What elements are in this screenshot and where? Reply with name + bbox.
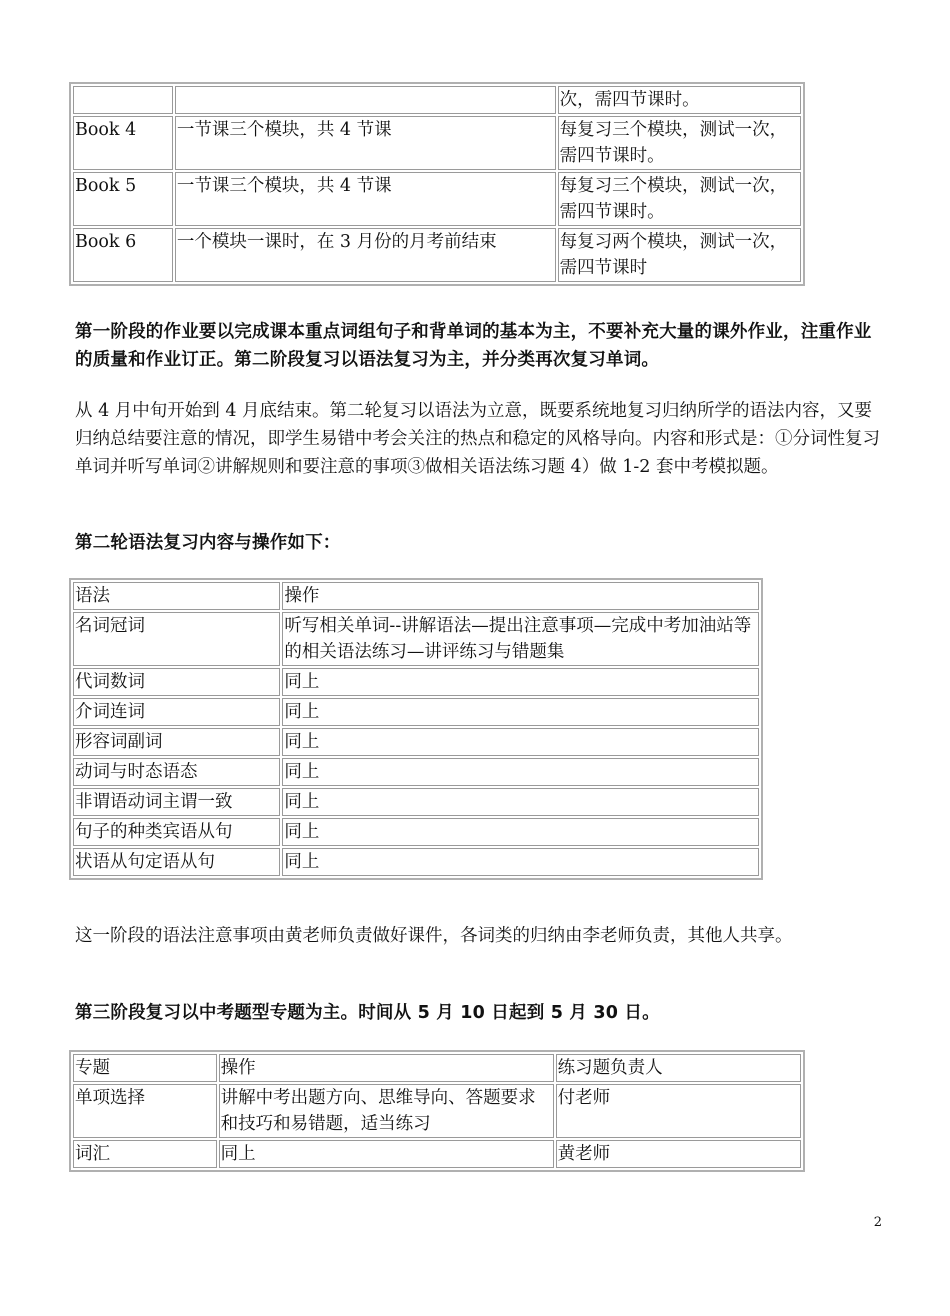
table-row [73, 818, 759, 846]
table-cell: 一节课三个模块，共 4 节课 [175, 172, 556, 226]
table-cell: 同上 [282, 848, 759, 876]
grammar-review-table [69, 578, 763, 880]
table-row [73, 172, 801, 226]
table-cell: 每复习三个模块，测试一次，需四节课时。 [558, 172, 801, 226]
column-header: 操作 [219, 1054, 554, 1082]
table-cell: 词汇 [73, 1140, 217, 1168]
table-row [73, 612, 759, 666]
table-row [73, 228, 801, 282]
page-number: 2 [873, 1215, 882, 1230]
table-cell: 形容词副词 [73, 728, 280, 756]
table-cell: 同上 [282, 728, 759, 756]
stage3-heading: 第三阶段复习以中考题型专题为主。时间从 5 月 10 日起到 5 月 30 日。 [75, 1003, 660, 1023]
table-cell: 同上 [282, 818, 759, 846]
round2-description-paragraph: 从 4 月中旬开始到 4 月底结束。第二轮复习以语法为立意，既要系统地复习归纳所学的语法内容，又要归纳总结要注意的情况，即学生易错中考会关注的热点和稳定的风格导向。内容和形式是：①分词性复习单词并听写单词②讲解规则和要注意的事项③做相关语法练习题 4）做 1-2 套中考模拟题。 [75, 401, 880, 477]
column-header: 语法 [73, 582, 280, 610]
table-cell: 动词与时态语态 [73, 758, 280, 786]
table-row [73, 848, 759, 876]
table-cell: 同上 [219, 1140, 554, 1168]
table-cell: Book 4 [73, 116, 173, 170]
table-cell: 每复习三个模块，测试一次，需四节课时。 [558, 116, 801, 170]
table-cell: 状语从句定语从句 [73, 848, 280, 876]
table-cell: 同上 [282, 758, 759, 786]
column-header: 练习题负责人 [556, 1054, 801, 1082]
table-cell: 单项选择 [73, 1084, 217, 1138]
table-cell: 一个模块一课时，在 3 月份的月考前结束 [175, 228, 556, 282]
table-cell [175, 86, 556, 114]
table-row [73, 788, 759, 816]
grammar-review-heading: 第二轮语法复习内容与操作如下： [75, 533, 341, 553]
table-row [73, 728, 759, 756]
table-header-row [73, 1054, 801, 1082]
table-cell: 同上 [282, 788, 759, 816]
table-cell: 同上 [282, 668, 759, 696]
table-header-row [73, 582, 759, 610]
table-cell: 一节课三个模块，共 4 节课 [175, 116, 556, 170]
table-cell: 每复习两个模块，测试一次，需四节课时 [558, 228, 801, 282]
table-cell [73, 86, 173, 114]
table-cell: 讲解中考出题方向、思维导向、答题要求和技巧和易错题，适当练习 [219, 1084, 554, 1138]
table-cell: 次，需四节课时。 [558, 86, 801, 114]
responsibility-paragraph: 这一阶段的语法注意事项由黄老师负责做好课件，各词类的归纳由李老师负责，其他人共享。 [75, 926, 793, 946]
table-cell: Book 5 [73, 172, 173, 226]
table-row [73, 668, 759, 696]
stage1-homework-paragraph: 第一阶段的作业要以完成课本重点词组句子和背单词的基本为主，不要补充大量的课外作业，注重作业的质量和作业订正。第二阶段复习以语法复习为主，并分类再次复习单词。 [75, 322, 872, 370]
table-cell: 付老师 [556, 1084, 801, 1138]
table-cell: 代词数词 [73, 668, 280, 696]
table-cell: 非谓语动词主谓一致 [73, 788, 280, 816]
exam-topic-table [69, 1050, 805, 1172]
book-schedule-table [69, 82, 805, 286]
table-row [73, 86, 801, 114]
table-cell: 介词连词 [73, 698, 280, 726]
table-row [73, 698, 759, 726]
table-row [73, 1084, 801, 1138]
table-cell: Book 6 [73, 228, 173, 282]
table-cell: 句子的种类宾语从句 [73, 818, 280, 846]
table-cell: 听写相关单词--讲解语法—提出注意事项—完成中考加油站等的相关语法练习—讲评练习与错题集 [282, 612, 759, 666]
table-row [73, 758, 759, 786]
table-row [73, 116, 801, 170]
table-row [73, 1140, 801, 1168]
column-header: 操作 [282, 582, 759, 610]
table-cell: 同上 [282, 698, 759, 726]
table-cell: 黄老师 [556, 1140, 801, 1168]
column-header: 专题 [73, 1054, 217, 1082]
table-cell: 名词冠词 [73, 612, 280, 666]
